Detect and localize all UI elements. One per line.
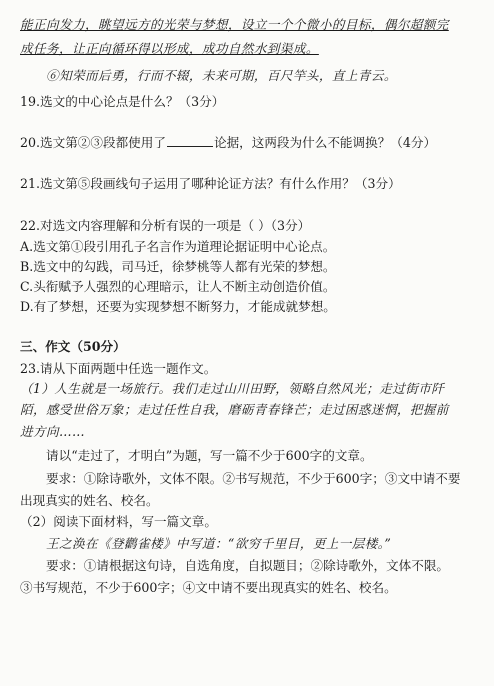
prompt-2-requirements-line-2: ③书写规范，不少于600字；④文中请不要出现真实的姓名、校名。	[20, 580, 397, 595]
prompt-1-line-2: 陌，感受世俗万象；走过任性自我，磨砺青春锋芒；走过困惑迷惘，把握前	[20, 402, 449, 417]
question-22-stem: 22.对选文内容理解和分析有误的一项是（ ）（3分）	[20, 218, 311, 233]
answer-blank[interactable]	[167, 135, 213, 147]
prompt-2-requirements-line-1: 要求：①请根据这句诗，自选角度，自拟题目；②除诗歌外，文体不限。	[46, 558, 449, 573]
question-21: 21.选文第⑤段画线句子运用了哪种论证方法？有什么作用？（3分）	[20, 176, 401, 191]
passage-paragraph-6: ⑥知荣而后勇，行而不辍，未来可期，百尺竿头，直上青云。	[46, 68, 397, 83]
question-22-option-a: A.选文第①段引用孔子名言作为道理论据证明中心论点。	[20, 239, 336, 254]
prompt-1-line-1: （1）人生就是一场旅行。我们走过山川田野，领略自然风光；走过街市阡	[20, 381, 445, 396]
question-23-stem: 23.请从下面两题中任选一题作文。	[20, 361, 217, 376]
question-20-suffix: 论据，这两段为什么不能调换？（4分）	[213, 135, 437, 150]
prompt-1-requirements-line-2: 出现真实的姓名、校名。	[20, 493, 159, 508]
question-20	[20, 135, 436, 151]
prompt-1-topic: 请以“走过了，才明白”为题，写一篇不少于600字的文章。	[46, 448, 373, 463]
prompt-2-stem: （2）阅读下面材料，写一篇文章。	[20, 514, 217, 529]
question-19: 19.选文的中心论点是什么？（3分）	[20, 94, 225, 109]
question-22-option-c: C.头衔赋予人强烈的心理暗示，让人不断主动创造价值。	[20, 279, 336, 294]
prompt-1-requirements-line-1: 要求：①除诗歌外，文体不限。②书写规范，不少于600字；③文中请不要	[46, 471, 461, 486]
question-20-prefix: 20.选文第②③段都使用了	[20, 135, 166, 150]
question-22-option-b: B.选文中的勾践，司马迁，徐梦桃等人都有光荣的梦想。	[20, 259, 336, 274]
prompt-1-line-3: 进方向……	[20, 424, 85, 439]
question-22-option-d: D.有了梦想，还要为实现梦想不断努力，才能成就梦想。	[20, 299, 336, 314]
prompt-2-quote: 王之涣在《登鹳雀楼》中写道：“欲穷千里目，更上一层楼。”	[46, 536, 392, 551]
passage-underlined-line-1: 能正向发力，眺望远方的光荣与梦想，设立一个个微小的目标，偶尔超额完	[20, 17, 449, 32]
passage-underlined-line-2: 成任务，让正向循环得以形成，成功自然水到渠成。	[20, 41, 319, 56]
section-3-title: 三、作文（50分）	[20, 339, 126, 354]
